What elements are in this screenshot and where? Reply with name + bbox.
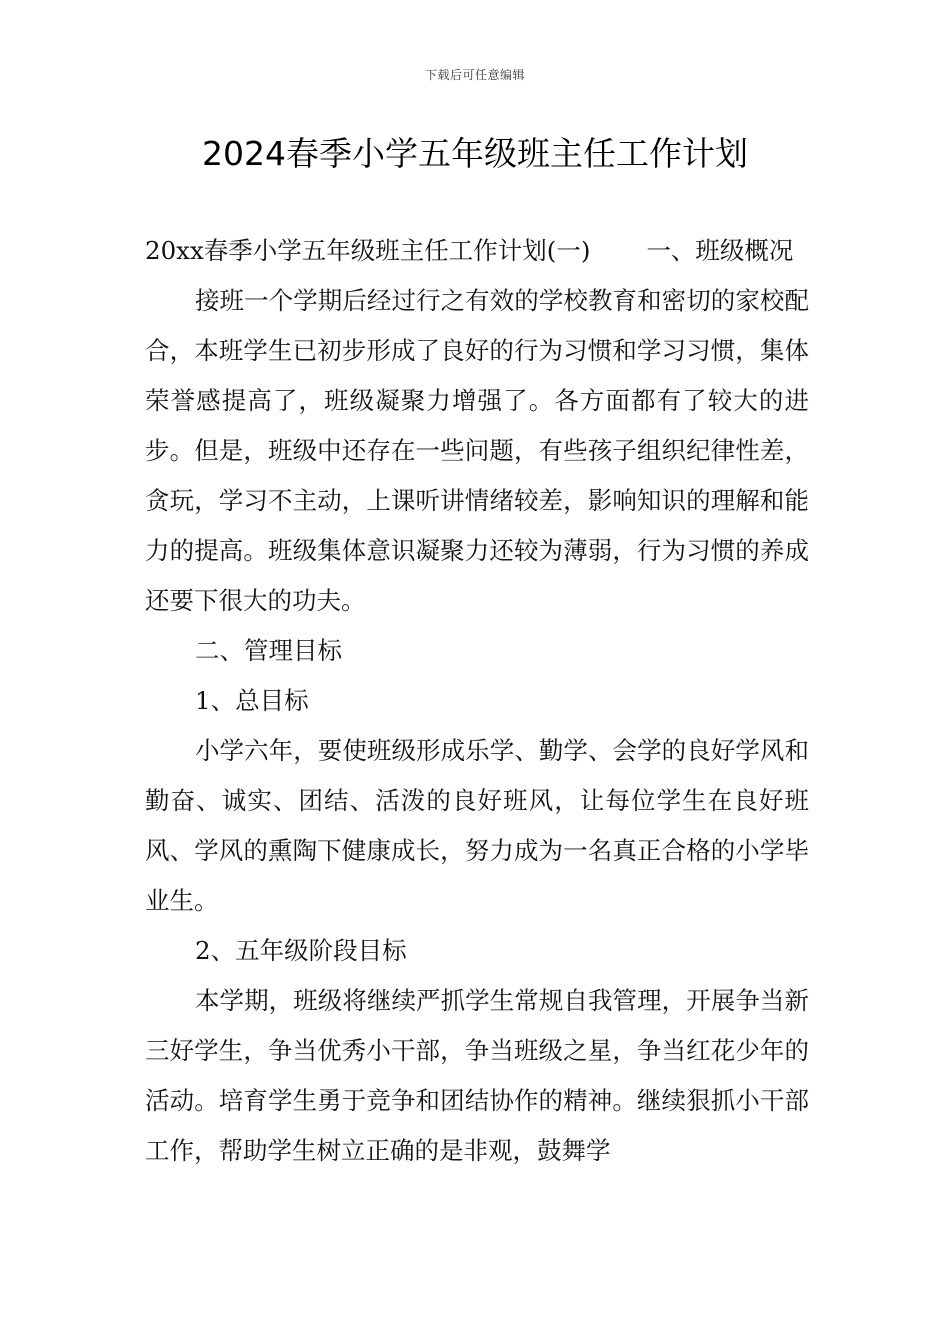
document-subtitle: 20xx春季小学五年级班主任工作计划(一) (145, 236, 591, 265)
paragraph-grade-five-goal: 本学期，班级将继续严抓学生常规自我管理，开展争当新三好学生，争当优秀小干部，争当班级之星，争当红花少年的活动。培育学生勇于竞争和团结协作的精神。继续狠抓小干部工作，帮助学生树立正确的是非观，鼓舞学 (145, 986, 809, 1165)
paragraph-class-overview: 接班一个学期后经过行之有效的学校教育和密切的家校配合，本班学生已初步形成了良好的行为习惯和学习习惯，集体荣誉感提高了，班级凝聚力增强了。各方面都有了较大的进步。但是，班级中还存在一些问题，有些孩子组织纪律性差，贪玩，学习不主动，上课听讲情绪较差，影响知识的理解和能力的提高。班级集体意识凝聚力还较为薄弱，行为习惯的养成还要下很大的功夫。 (145, 286, 809, 615)
subheading-overall-goal: 1、总目标 (195, 686, 309, 715)
section-heading-management-goals: 二、管理目标 (195, 636, 342, 665)
section-heading-class-overview: 一、班级概况 (646, 236, 794, 265)
paragraph-overall-goal: 小学六年，要使班级形成乐学、勤学、会学的良好学风和勤奋、诚实、团结、活泼的良好班风，让每位学生在良好班风、学风的熏陶下健康成长，努力成为一名真正合格的小学毕业生。 (145, 736, 809, 915)
document-title: 2024春季小学五年级班主任工作计划 (202, 134, 748, 173)
subheading-grade-five-goal: 2、五年级阶段目标 (195, 936, 407, 965)
document-body (145, 226, 809, 1176)
page-header-note: 下载后可任意编辑 (424, 68, 525, 82)
intro-line (145, 226, 809, 276)
